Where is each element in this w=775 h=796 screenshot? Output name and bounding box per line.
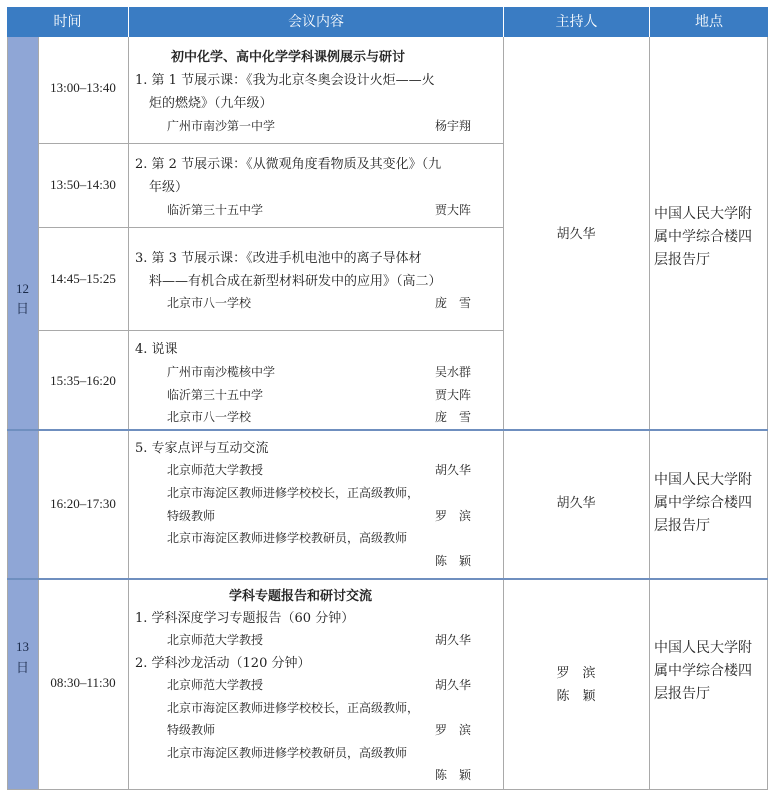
location-2-line-1: 中国人民大学附 bbox=[654, 472, 752, 488]
day-12-number: 12 bbox=[16, 281, 29, 296]
day-13-number: 13 bbox=[16, 639, 29, 654]
row-6-affil-2: 北京师范大学教授 bbox=[167, 678, 264, 692]
row-5-affil-2: 北京市海淀区教师进修学校校长，正高级教师， bbox=[167, 486, 420, 500]
location-block-2 bbox=[650, 469, 768, 538]
host-block-3b: 陈 颖 bbox=[556, 689, 596, 704]
row-5-affil-1: 北京师范大学教授 bbox=[167, 463, 264, 477]
row-4-person-1: 吴水群 bbox=[435, 365, 472, 379]
location-3-line-1: 中国人民大学附 bbox=[654, 640, 752, 656]
row-5-person-1: 胡久华 bbox=[435, 463, 472, 477]
time-row-4: 15:35–16:20 bbox=[50, 373, 116, 388]
row-6-person-1: 胡久华 bbox=[435, 633, 472, 647]
header-location: 地点 bbox=[695, 14, 723, 30]
time-row-6: 08:30–11:30 bbox=[50, 675, 116, 690]
location-block-3 bbox=[650, 637, 768, 706]
row-4-person-2: 贾大阵 bbox=[435, 388, 472, 402]
row-3-line-2: 料——有机合成在新型材料研发中的应用》（高二） bbox=[149, 274, 442, 289]
row-6-line-1: 1. 学科深度学习专题报告（60 分钟） bbox=[135, 611, 355, 626]
host-block-1: 胡久华 bbox=[556, 227, 596, 242]
location-3-line-2: 属中学综合楼四 bbox=[654, 663, 752, 679]
row-6-line-2: 2. 学科沙龙活动（120 分钟） bbox=[135, 656, 311, 671]
row-4-line-1: 4. 说课 bbox=[135, 342, 178, 357]
row-3-person: 庞 雪 bbox=[435, 296, 472, 310]
day-13-cell bbox=[7, 580, 38, 789]
location-1-line-3: 层报告厅 bbox=[654, 252, 710, 268]
section-title-1: 初中化学、高中化学学科课例展示与研讨 bbox=[171, 50, 406, 65]
row-1-school: 广州市南沙第一中学 bbox=[167, 119, 276, 133]
row-6-person-3: 罗 滨 bbox=[435, 723, 472, 737]
row-6-affil-1: 北京师范大学教授 bbox=[167, 633, 264, 647]
location-2-line-3: 层报告厅 bbox=[654, 518, 710, 534]
row-5-line-1: 5. 专家点评与互动交流 bbox=[135, 441, 269, 456]
row-6-affil-4: 特级教师 bbox=[167, 723, 216, 737]
row-5-person-3: 陈 颖 bbox=[435, 554, 472, 568]
day-13-suffix: 日 bbox=[15, 660, 29, 675]
host-block-3a: 罗 滨 bbox=[556, 666, 596, 681]
row-6-affil-3: 北京市海淀区教师进修学校校长，正高级教师， bbox=[167, 701, 420, 715]
time-row-1: 13:00–13:40 bbox=[50, 80, 116, 95]
row-5-person-2: 罗 滨 bbox=[435, 509, 472, 523]
row-5-affil-3: 特级教师 bbox=[167, 509, 216, 523]
row-4-school-1: 广州市南沙榄核中学 bbox=[167, 365, 276, 379]
row-6-person-2: 胡久华 bbox=[435, 678, 472, 692]
row-6-affil-5: 北京市海淀区教师进修学校教研员，高级教师 bbox=[167, 746, 408, 760]
row-1-line-1: 1. 第 1 节展示课：《我为北京冬奥会设计火炬——火 bbox=[135, 73, 435, 88]
row-4-school-3: 北京市八一学校 bbox=[167, 410, 252, 424]
day-12-cell bbox=[7, 37, 38, 578]
time-row-3: 14:45–15:25 bbox=[50, 271, 116, 286]
row-2-line-2: 年级） bbox=[149, 180, 189, 195]
row-2-line-1: 2. 第 2 节展示课：《从微观角度看物质及其变化》（九 bbox=[135, 157, 442, 172]
location-2-line-2: 属中学综合楼四 bbox=[654, 495, 752, 511]
row-2-school: 临沂第三十五中学 bbox=[167, 203, 264, 217]
location-1-line-2: 属中学综合楼四 bbox=[654, 229, 752, 245]
row-3-line-1: 3. 第 3 节展示课：《改进手机电池中的离子导体材 bbox=[135, 251, 422, 266]
time-row-2: 13:50–14:30 bbox=[50, 177, 116, 192]
row-4-person-3: 庞 雪 bbox=[435, 410, 472, 424]
row-2-person: 贾大阵 bbox=[435, 203, 472, 217]
location-1-line-1: 中国人民大学附 bbox=[654, 206, 752, 222]
header-content: 会议内容 bbox=[288, 14, 344, 30]
location-block-1 bbox=[650, 203, 768, 272]
row-1-person: 杨宇翔 bbox=[435, 119, 472, 133]
host-block-2: 胡久华 bbox=[556, 496, 596, 511]
day-12-suffix: 日 bbox=[15, 301, 29, 316]
location-3-line-3: 层报告厅 bbox=[654, 686, 710, 702]
table-header bbox=[7, 7, 768, 37]
row-6-person-4: 陈 颖 bbox=[435, 768, 472, 782]
section-title-2: 学科专题报告和研讨交流 bbox=[229, 589, 373, 604]
time-row-5: 16:20–17:30 bbox=[50, 496, 116, 511]
row-1-line-2: 炬的燃烧》（九年级） bbox=[149, 96, 273, 111]
row-4-school-2: 临沂第三十五中学 bbox=[167, 388, 264, 402]
header-host: 主持人 bbox=[555, 14, 598, 30]
header-time: 时间 bbox=[53, 14, 82, 30]
row-5-affil-4: 北京市海淀区教师进修学校教研员，高级教师 bbox=[167, 531, 408, 545]
row-3-school: 北京市八一学校 bbox=[167, 296, 252, 310]
